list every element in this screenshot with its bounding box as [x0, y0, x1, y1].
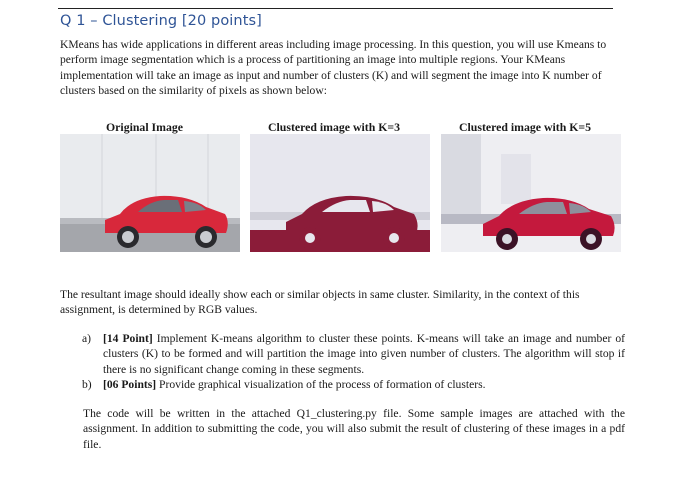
task-text-a: Implement K-means algorithm to cluster these points. K-means will take an image and number of clusters (K) to be formed and will partition the image into given number of clusters. The algorithm will stop if there is no significant change coming in these segments.: [103, 332, 625, 376]
top-rule: [58, 8, 613, 9]
clustered-image-k5: [441, 134, 621, 252]
intro-paragraph: KMeans has wide applications in different areas including image processing. In this question, you will use Kmeans to perform image segmentation which is a process of partitioning an image into multiple regions. Your KMeans implementation will take an image as input and number of clusters (K) and will segment the image into K number of clusters based on the similarity of pixels as shown below:: [60, 38, 607, 97]
task-title-b: [06 Points]: [103, 377, 157, 391]
figure-label-k5: Clustered image with K=5: [459, 120, 592, 134]
closing-paragraph: The code will be written in the attached Q1_clustering.py file. Some sample images are attached with the assignment. In addition to submitting the code, you will also submit the result of clustering of these images in a pdf file.: [83, 407, 625, 451]
task-item-b: [60, 377, 625, 392]
task-title-a: [14 Point]: [103, 332, 153, 345]
question-heading: Q 1 – Clustering [20 points]: [60, 13, 262, 29]
task-marker-b: b): [82, 377, 92, 391]
clustered-image-k3: [250, 134, 430, 252]
original-image: [60, 134, 240, 252]
task-item-a: [60, 331, 625, 377]
task-list: [60, 331, 625, 392]
task-marker-a: a): [82, 332, 92, 345]
task-text-b: Provide graphical visualization of the process of formation of clusters.: [156, 377, 486, 391]
resultant-paragraph: The resultant image should ideally show each or similar objects in same cluster. Similarity, in the context of this assignment, is determined by RGB values.: [60, 288, 580, 317]
figure-label-original: Original Image: [106, 120, 184, 134]
figure-label-k3: Clustered image with K=3: [268, 120, 401, 134]
